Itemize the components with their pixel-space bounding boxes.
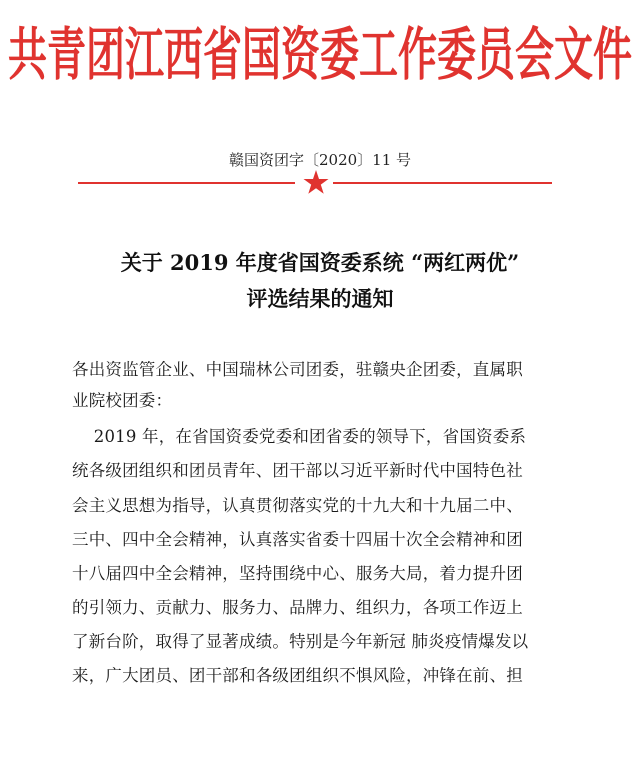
red-divider-right [333,182,552,184]
body-line: 2019 年，在省国资委党委和团省委的领导下，省国资委系 [72,427,527,446]
body-line: 业院校团委： [72,391,173,410]
red-divider-left [78,182,295,184]
body-line: 统各级团组织和团员青年、团干部以习近平新时代中国特色社 [72,461,523,480]
body-line: 十八届四中全会精神，坚持围绕中心、服务大局，着力提升团 [72,564,523,583]
body-line: 来，广大团员、团干部和各级团组织不惧风险，冲锋在前、担 [72,666,523,685]
body-line: 各出资监管企业、中国瑞林公司团委，驻赣央企团委，直属职 [72,360,523,379]
red-star-icon [303,169,329,195]
masthead-title: 共青团江西省国资委工作委员会文件 [7,23,632,89]
notice-title-line-2: 评选结果的通知 [246,286,394,311]
body-line: 了新台阶，取得了显著成绩。特别是今年新冠 肺炎疫情爆发以 [72,632,529,651]
notice-title-line-1: 关于 2019 年度省国资委系统 “两红两优” [120,250,520,275]
document-number: 赣国资团字〔2020〕11 号 [228,151,412,169]
body-line: 三中、四中全会精神，认真落实省委十四届十次全会精神和团 [72,530,523,549]
body-line: 的引领力、贡献力、服务力、品牌力、组织力，各项工作迈上 [72,598,523,617]
body-line: 会主义思想为指导，认真贯彻落实党的十九大和十九届二中、 [72,496,523,515]
